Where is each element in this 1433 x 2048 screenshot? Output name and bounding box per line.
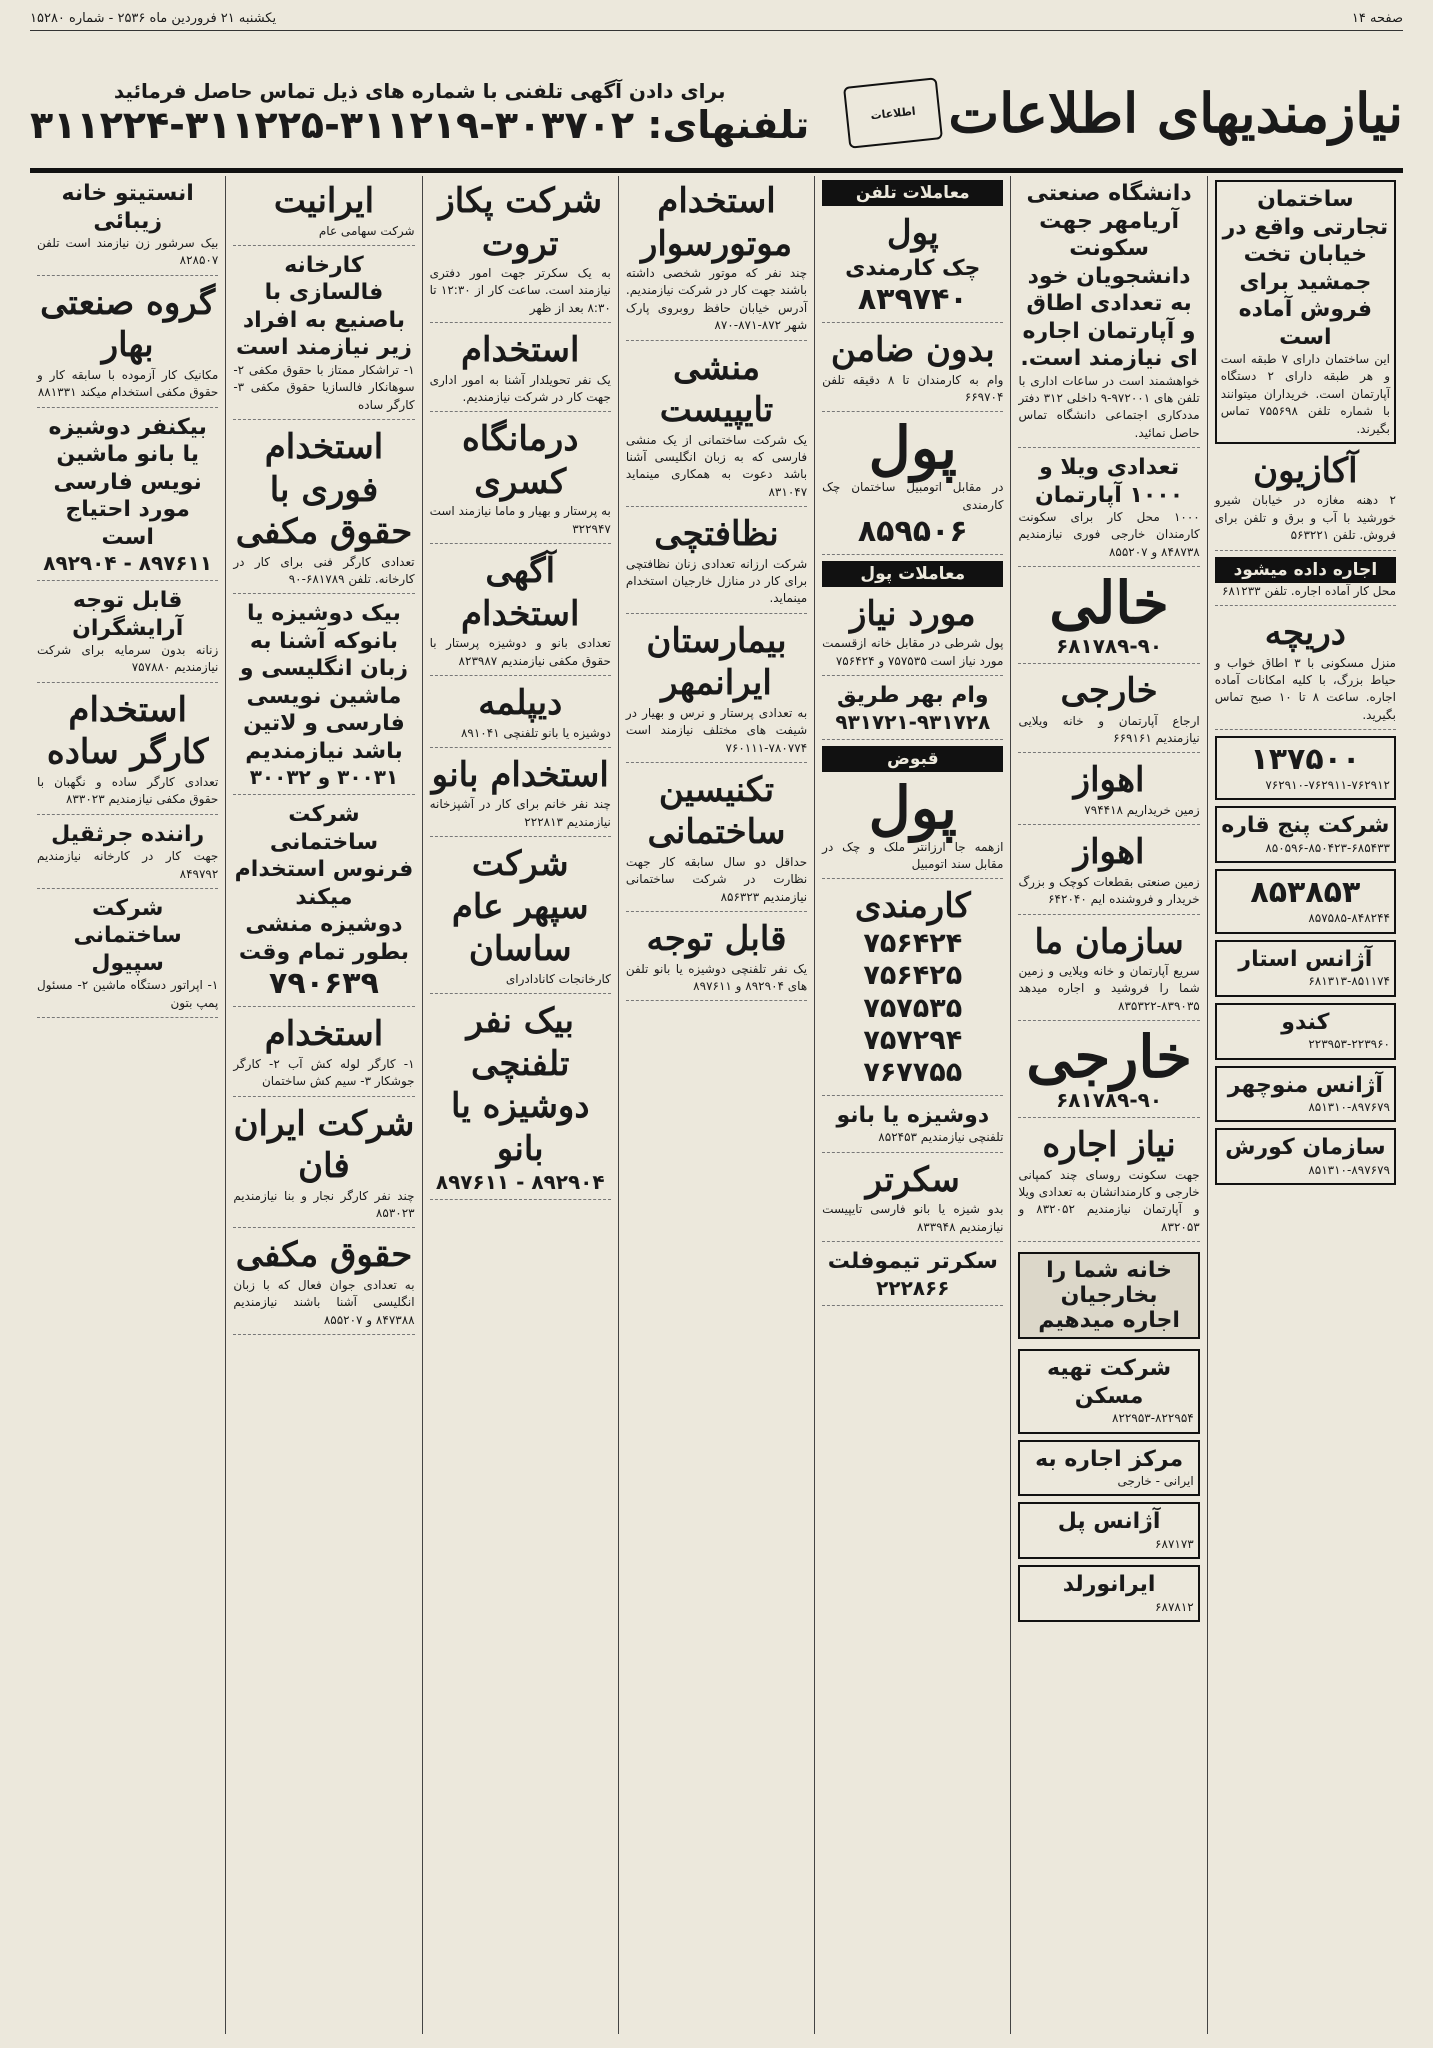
- ad-body: ۶۸۷۱۷۳: [1155, 1536, 1194, 1551]
- ad-box-housing: [1018, 1349, 1199, 1433]
- ad-title: دریچه: [1264, 613, 1346, 654]
- ad-dariche: [1215, 612, 1396, 730]
- ad-body: تعدادی بانو و دوشیزه پرستار با حقوق مکفی نیازمندیم ۸۲۳۹۸۷: [429, 636, 611, 668]
- ad-urgent-hiring: [233, 426, 414, 594]
- ad-crane-driver: [37, 821, 218, 889]
- ad-body: بدو شیزه یا بانو فارسی تایپیست نیازمندیم ۸۳۳۹۴۸: [822, 1202, 1004, 1234]
- ad-box-1: [1215, 736, 1396, 800]
- ad-title: حقوق مکفی: [235, 1235, 413, 1276]
- ad-title: پول: [868, 773, 957, 842]
- ad-box-2: [1215, 806, 1396, 863]
- ad-phone: ۸۵۹۵۰۶: [857, 513, 968, 549]
- ad-title: اجاره داده میشود: [1215, 557, 1396, 583]
- masthead-block: [838, 81, 1403, 145]
- ad-title: قابل توجه: [646, 919, 787, 960]
- ad-subtitle: چک کارمندی: [845, 255, 981, 281]
- ad-title: بیکنفر دوشیزه یا بانو ماشین نویس فارسی مورد احتیاج است: [48, 414, 207, 550]
- ad-title: اهواز: [1073, 760, 1145, 801]
- ad-body: تلفنچی نیازمندیم ۸۵۲۴۵۳: [878, 1130, 1004, 1145]
- classifieds-banner: [30, 58, 1403, 173]
- ad-body: چند نفر کارگر نجار و بنا نیازمندیم ۸۵۳۰۲۳: [233, 1188, 415, 1221]
- ad-body: زمین خریداریم ۷۹۴۴۱۸: [1084, 802, 1200, 817]
- section-header: معاملات تلفن: [822, 180, 1003, 206]
- ad-body: ۱- اپراتور دستگاه ماشین ۲- مسئول پمپ بتون: [37, 978, 219, 1010]
- ad-loan: [822, 682, 1003, 740]
- ad-title: درمانگاه کسری: [461, 419, 579, 502]
- ad-nurse-hiring: [430, 550, 611, 676]
- ornament-text: اطلاعات: [870, 104, 917, 122]
- ad-box-3: [1215, 869, 1396, 933]
- column-6: [225, 176, 421, 2034]
- ad-title: سازمان کورش: [1225, 1135, 1386, 1161]
- ad-title: منشی تایپیست: [659, 347, 774, 431]
- ad-bahar-group: [37, 282, 218, 408]
- phone-item: ۷۵۷۵۳۵: [863, 992, 963, 1024]
- ad-body: ۸۵۱۳۱۰-۸۹۷۶۷۹: [1308, 1100, 1390, 1115]
- ad-body: به پرستار و بهیار و ماما نیازمند است ۳۲۲۹۴۷: [429, 504, 611, 536]
- ad-title: استخدام: [264, 1014, 384, 1055]
- ad-typist-lady: [37, 414, 218, 582]
- ad-commercial-building: [1215, 180, 1396, 444]
- ad-villas: [1018, 454, 1199, 567]
- ad-title: خارجی: [1060, 671, 1158, 712]
- ad-money-cheapest: [822, 773, 1004, 880]
- ad-title: نظافتچی: [654, 514, 779, 555]
- ad-title: کارخانه فالسازی با باصنیع به افراد زیر نیازمند است: [236, 252, 412, 361]
- ad-title: استخدام فوری با حقوق مکفی: [235, 427, 413, 553]
- ad-body: وام به کارمندان تا ۸ دقیقه تلفن ۶۶۹۷۰۴: [822, 372, 1004, 404]
- ad-body: یک شرکت ساختمانی از یک منشی فارسی که به زبان انگلیسی آشنا باشد دعوت به همکاری مینماید ۸۳۱۰۴۷: [625, 432, 808, 499]
- ad-cleaner: [626, 513, 807, 614]
- ad-body: پول شرطی در مقابل خانه ازقسمت مورد نیاز است ۷۵۷۵۳۵ و ۷۵۶۴۲۴: [822, 636, 1004, 668]
- ad-title: مورد نیاز: [849, 593, 976, 634]
- ad-our-org: [1018, 921, 1199, 1022]
- ad-operator: [430, 1000, 611, 1200]
- ad-body: سریع آپارتمان و خانه ویلایی و زمین شما را فروشید و اجاره میدهد ۸۳۹۰۳۵-۸۳۵۳۲۲: [1018, 964, 1200, 1013]
- ad-pakaz: [430, 180, 611, 323]
- ad-body: محل کار آماده اجاره. تلفن ۶۸۱۲۳۳: [1221, 583, 1396, 598]
- ad-title: شرکت پکاز تروت: [438, 181, 603, 264]
- column-5: [422, 176, 618, 2034]
- ad-title: ۸۵۳۸۵۳: [1250, 875, 1361, 911]
- column-1: [1207, 176, 1403, 2034]
- ad-title: انستیتو خانه زیبائی: [61, 181, 194, 234]
- ad-body: منزل مسکونی با ۳ اطاق خواب و حیاط بزرگ، با کلیه امکانات آماده اجاره. ساعت ۸ تا ۱۰ صبح تماس بگیرید.: [1214, 655, 1396, 722]
- ad-body: حداقل دو سال سابقه کار جهت نظارت در شرکت ساختمانی نیازمندیم ۸۵۶۳۲۳: [625, 854, 808, 904]
- ad-occasion: [1215, 450, 1396, 551]
- ad-body: ۸۵۱۳۱۰-۸۹۷۶۷۹: [1308, 1162, 1390, 1177]
- ad-title: ایرانیت: [273, 181, 375, 221]
- ad-title: آگهی استخدام: [460, 551, 580, 634]
- ad-rent-need: [1018, 1124, 1199, 1242]
- ad-body: جهت سکونت روسای چند کمپانی خارجی و کارمندانشان به تعدادی ویلا و آپارتمان نیازمندیم ۸۳۲۰۵۲ و ۸۳۲۰۵۳: [1018, 1167, 1200, 1234]
- ad-body: ارجاع آپارتمان و خانه ویلایی نیازمندیم ۶۶۹۱۶۱: [1018, 713, 1200, 746]
- ad-motorcyclist: [626, 180, 807, 341]
- phone-item: ۷۵۷۲۹۴: [863, 1025, 963, 1057]
- ad-box-agency-pol: [1018, 1502, 1199, 1559]
- column-7: [30, 176, 225, 2034]
- ad-title: خالی: [1049, 569, 1169, 638]
- ad-typist: [626, 347, 807, 508]
- ad-phone: ۶۸۱۷۸۹-۹۰: [1056, 634, 1163, 659]
- ad-body: چند نفر خانم برای کار در آشپزخانه نیازمندیم ۲۲۲۸۱۳: [429, 797, 611, 829]
- ad-farnos: [233, 801, 414, 1007]
- ad-title: خارجی: [1026, 1023, 1192, 1092]
- ad-phone: ۲۲۲۸۶۶: [876, 1275, 950, 1300]
- phone-item: ۷۶۷۷۵۵: [863, 1057, 963, 1089]
- section-header: معاملات پول: [822, 561, 1003, 587]
- ad-employee: [822, 885, 1003, 1095]
- ad-secretary-2: [822, 1248, 1003, 1306]
- ad-body: کارخانجات کانادادرای: [505, 971, 611, 986]
- ad-title: وام بهر طریق: [836, 683, 989, 709]
- ad-no-guarantor: [822, 329, 1003, 412]
- ad-body: ایرانی - خارجی: [1117, 1474, 1194, 1489]
- section-header: قبوض: [822, 746, 1003, 772]
- ad-phone: ۸۹۷۶۱۱ - ۸۹۲۹۰۴: [43, 551, 213, 576]
- ad-body: ۱۰۰۰ محل کار برای سکونت کارمندان خارجی فوری نیازمندیم ۸۴۸۷۳۸ و ۸۵۵۲۰۷: [1018, 510, 1200, 559]
- ad-title: دیپلمه: [478, 683, 563, 724]
- ad-title: کارمندی: [854, 886, 971, 927]
- ad-needed: [822, 593, 1003, 676]
- ad-employment: [233, 1013, 414, 1096]
- phone-list: [822, 928, 1003, 1090]
- ad-body: جهت کار در کارخانه نیازمندیم ۸۴۹۷۹۲: [37, 849, 219, 881]
- ad-columns: [30, 176, 1403, 2034]
- ad-money-cheque: [822, 212, 1003, 323]
- ad-body: به تعدادی جوان فعال که با زبان انگلیسی آشنا باشند نیازمندیم ۸۴۷۳۸۸ و ۸۵۵۲۰۷: [233, 1277, 415, 1327]
- ad-empty: [1018, 569, 1199, 664]
- ad-title: آژانس منوچهر: [1227, 1072, 1383, 1098]
- ad-title: سکرتر تیموفلت: [827, 1249, 998, 1275]
- ad-money-car: [822, 414, 1004, 555]
- ad-body: مکانیک کار آزموده با سابقه کار و حقوق مکفی استخدام میکند ۸۸۱۳۳۱: [37, 367, 219, 400]
- ad-lady-hiring: [430, 754, 611, 837]
- ad-title: پول: [868, 414, 957, 483]
- ad-subtitle: دوشیزه منشی بطور تمام وقت: [238, 912, 410, 965]
- ad-box-iranworld: [1018, 1565, 1199, 1622]
- foreign-rental-strip: خانه شما را بخارجیان اجاره میدهیم: [1018, 1252, 1199, 1339]
- ad-university: [1018, 180, 1199, 448]
- ad-subtitle: شرکت سهامی عام: [318, 223, 415, 238]
- ad-title: استخدام بانو: [431, 754, 609, 795]
- ad-title: شرکت ساختمانی سپیول: [73, 895, 182, 976]
- ad-title: استخدام کارگر ساده: [46, 689, 209, 773]
- ad-title: استخدام: [460, 330, 580, 371]
- ad-miss-operator: [822, 1102, 1003, 1153]
- ad-title: آژانس استار: [1238, 946, 1373, 972]
- ad-title: گروه صنعتی بهار: [40, 282, 216, 366]
- ad-title: نیاز اجاره: [1042, 1125, 1176, 1166]
- ad-title: شرکت ایران فان: [233, 1103, 415, 1187]
- ad-phone: ۷۹۰۶۳۹: [269, 966, 379, 1002]
- ad-diploma: [430, 682, 611, 748]
- ad-hospital: [626, 620, 807, 763]
- ad-title: آژانس پل: [1057, 1509, 1161, 1535]
- ad-title: راننده جرثقیل: [51, 821, 205, 847]
- ad-title: شرکت ساختمانی فرنوس استخدام میکند: [234, 802, 414, 910]
- ad-phone: ۶۸۱۷۸۹-۹۰: [1056, 1088, 1163, 1113]
- column-2: [1010, 176, 1206, 2034]
- ad-mould-factory: [233, 252, 414, 420]
- ad-body: ۸۲۲۹۵۳-۸۲۲۹۵۴: [1112, 1411, 1194, 1426]
- contact-phones: تلفنهای: ۳۰۳۷۰۲-۳۱۱۲۱۹-۳۱۱۲۲۵-۳۱۱۲۲۴: [30, 103, 810, 147]
- ad-box-7: [1215, 1128, 1396, 1185]
- ad-body: ۲ دهنه مغازه در خیابان شیرو خورشید با آب و برق و تلفن برای فروش. تلفن ۵۶۳۲۲۱: [1214, 493, 1396, 543]
- ad-phone: ۹۳۱۷۲۱-۹۳۱۷۲۸: [835, 709, 991, 734]
- ad-body: به تعدادی پرستار و نرس و بهیار در شیفت های مختلف نیازمند است ۷۸۰۷۷۴-۷۶۰۱۱۱: [625, 705, 808, 755]
- contact-note: برای دادن آگهی تلفنی با شماره های ذیل تماس حاصل فرمائید: [113, 79, 726, 103]
- ad-attention: [626, 918, 807, 1001]
- ad-title: آکازیون: [1253, 450, 1358, 491]
- ad-good-salary: [233, 1234, 414, 1335]
- ad-phone: ۸۳۹۷۴۰: [857, 282, 968, 317]
- ad-iranfan: [233, 1103, 414, 1229]
- ad-title: اهواز: [1073, 832, 1145, 873]
- ad-technician: [626, 769, 807, 912]
- column-3: [814, 176, 1010, 2034]
- ad-ahvaz-1: [1018, 759, 1199, 825]
- ad-simple-worker: [37, 689, 218, 815]
- ad-secretary: [822, 1159, 1003, 1242]
- date-line: یکشنبه ۲۱ فروردین ماه ۲۵۳۶ - شماره ۱۵۲۸۰: [30, 10, 277, 26]
- ad-body: ۷۶۲۹۱۰-۷۶۲۹۱۱-۷۶۲۹۱۲: [1265, 778, 1390, 793]
- contact-block: [30, 79, 809, 147]
- ad-body: ۱- تراشکار ممتاز با حقوق مکفی ۲- سوهانکار فالسازیا حقوق مکفی ۳- کارگر ساده: [233, 362, 415, 412]
- ad-english-typist: [233, 600, 414, 795]
- ad-phone: ۸۹۲۹۰۴ - ۸۹۷۶۱۱: [435, 1170, 605, 1195]
- ad-body: ۸۵۰۵۹۶-۸۵۰۴۲۳-۶۸۵۴۳۳: [1265, 840, 1390, 855]
- ad-title: استخدام موتورسوار: [640, 181, 793, 264]
- phone-item: ۷۵۶۴۲۴: [863, 927, 963, 959]
- ad-body: ۶۸۷۸۱۲: [1155, 1599, 1194, 1614]
- phone-item: ۷۵۶۴۲۵: [863, 960, 963, 992]
- ad-title: کندو: [1281, 1009, 1330, 1035]
- ad-box-6: [1215, 1066, 1396, 1123]
- ad-title: قابل توجه آرایشگران: [72, 588, 184, 641]
- ad-title: بیک دوشیزه یا بانوکه آشنا به زبان انگلیسی و ماشین نویسی فارسی و لاتین باشد نیازمندیم: [239, 601, 409, 764]
- ad-title: پول: [886, 213, 939, 253]
- ad-body: یک نفر تلفنچی دوشیزه یا بانو تلفن های ۸۹۲۹۰۴ و ۸۹۷۶۱۱: [625, 961, 808, 994]
- ad-body: به یک سکرتر جهت امور دفتری نیازمند است. ساعت کار از ۱۲:۳۰ تا ۸:۳۰ بعد از ظهر: [429, 266, 611, 315]
- ad-title: شرکت تهیه مسکن: [1046, 1356, 1172, 1409]
- page-label: صفحه ۱۴: [1351, 10, 1403, 26]
- ad-for-rent: [1215, 557, 1396, 606]
- ad-box-5: [1215, 1003, 1396, 1060]
- ad-body: یک نفر تحویلدار آشنا به امور اداری جهت کار در شرکت نیازمندیم.: [429, 372, 611, 405]
- ad-title: شرکت پنج قاره: [1221, 813, 1390, 839]
- ad-body: زمین صنعتی بقطعات کوچک و بزرگ خریدار و فروشنده ایم ۶۴۲۰۴۰: [1018, 874, 1200, 907]
- column-4: [618, 176, 814, 2034]
- ad-ahvaz-2: [1018, 831, 1199, 914]
- ad-title: تعدادی ویلا و ۱۰۰۰ آپارتمان: [1035, 455, 1184, 508]
- ad-title: ساختمان تجارتی واقع در خیابان تخت جمشید برای فروش آماده است: [1222, 187, 1389, 350]
- ad-title: شرکت سپهر عام ساسان: [451, 844, 589, 970]
- ad-body: خواهشمند است در ساعات اداری با تلفن های ۹۷۲۰۰۱-۹ داخلی ۳۱۲ دفتر مددکاری اجتماعی دانشگاه تماس حاصل نمائید.: [1018, 373, 1200, 440]
- ad-body: این ساختمان دارای ۷ طبقه است و هر طبقه دارای ۲ دستگاه آپارتمان است. خریداران میتوانند با شماره تلفن ۷۵۵۶۹۸ تماس بگیرند.: [1220, 352, 1391, 436]
- ad-body: چند نفر که موتور شخصی داشته باشند جهت کار در شرکت نیازمندیم. آدرس خیابان حافظ روبروی پارک شهر ۸۷۲-۸۷۱-۸۷۰: [625, 266, 808, 333]
- ad-body: ۲۲۳۹۵۳-۲۲۳۹۶۰: [1308, 1037, 1390, 1052]
- ad-body: شرکت ارزانه تعدادی زنان نظافتچی برای کار در منازل خارجیان استخدام مینماید.: [625, 556, 808, 606]
- ad-beauty-institute: [37, 180, 218, 276]
- ad-body: تعدادی کارگر فنی برای کار در کارخانه. تلفن ۶۸۱۷۸۹-۹۰: [233, 554, 415, 586]
- ad-sepehr: [430, 843, 611, 994]
- ad-title: ۱۳۷۵۰۰: [1250, 742, 1361, 778]
- ad-body: ۶۸۱۳۱۳-۸۵۱۱۷۴: [1308, 974, 1390, 989]
- ad-hiring: [430, 329, 611, 412]
- ornament-logo-icon: [843, 77, 943, 148]
- ad-sepiol: [37, 895, 218, 1018]
- ad-foreign: [1018, 670, 1199, 753]
- ad-body: دوشیزه یا بانو تلفنچی ۸۹۱۰۴۱: [460, 725, 611, 740]
- ad-body: زنانه بدون سرمایه برای شرکت نیازمندیم ۷۵۷۸۸۰: [37, 643, 219, 675]
- ad-title: دوشیزه یا بانو: [836, 1102, 990, 1128]
- ad-body: ۸۵۷۵۸۵-۸۴۸۲۴۴: [1308, 911, 1390, 926]
- ad-title: بیک نفر تلفنچی دوشیزه یا بانو: [450, 1001, 590, 1169]
- ad-body: تعدادی کارگر ساده و نگهبان با حقوق مکفی نیازمندیم ۸۳۳۰۲۳: [37, 774, 219, 807]
- ad-box-rental-center: [1018, 1440, 1199, 1497]
- ad-title: بدون ضامن: [830, 330, 995, 370]
- ad-title: مرکز اجاره به: [1035, 1446, 1184, 1472]
- ad-title: تکنیسین ساختمانی: [647, 769, 786, 853]
- ad-title: دانشگاه صنعتی آریامهر جهت سکونت دانشجویان خود به تعدادی اطاق و آپارتمان اجاره ای نیازمند است.: [1020, 181, 1198, 371]
- ad-body: ۱- کارگر لوله کش آب ۲- کارگر جوشکار ۳- سیم کش ساختمان: [233, 1056, 415, 1089]
- top-line: [30, 6, 1403, 31]
- ad-title: سکرتر: [865, 1159, 960, 1200]
- masthead-title: نیازمندیهای اطلاعات: [948, 81, 1403, 145]
- ad-phone: ۳۰۰۳۱ و ۳۰۰۳۲: [249, 765, 399, 790]
- ad-clinic: [430, 418, 611, 544]
- ad-body: ازهمه جا ارزانتر ملک و چک در مقابل سند اتومبیل: [822, 839, 1004, 872]
- ad-title: سازمان ما: [1034, 921, 1184, 962]
- ad-body: بیک سرشور زن نیازمند است تلفن ۸۲۸۵۰۷: [37, 236, 219, 268]
- ad-foreign-2: [1018, 1023, 1199, 1118]
- ad-box-4: [1215, 940, 1396, 997]
- ad-iranit: [233, 180, 414, 246]
- ad-title: ایرانورلد: [1062, 1572, 1156, 1598]
- ad-title: بیمارستان ایرانمهر: [646, 620, 787, 704]
- ad-body: در مقابل اتومبیل ساختمان چک کارمندی: [822, 480, 1004, 512]
- ad-hairdressers: [37, 587, 218, 683]
